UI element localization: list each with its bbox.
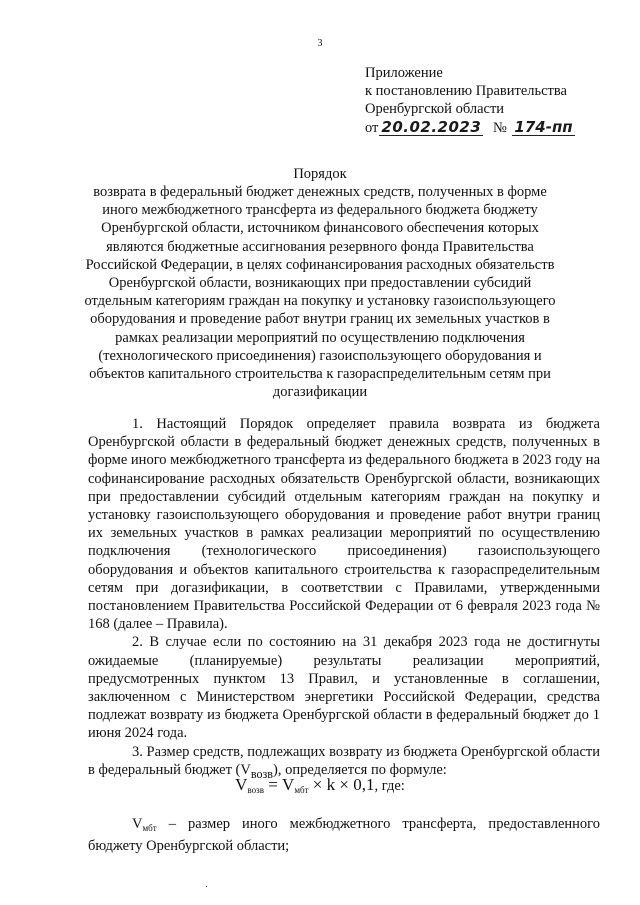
paragraph-3: 3. Размер средств, подлежащих возврату из бюджета Оренбургской области в федеральный бюджет $(V_{возв})$, определяется по формуле: [88, 743, 600, 781]
document-subtitle: возврата в федеральный бюджет денежных средств, полученных в форме иного межбюджетного трансферта из федерального бюджета бюджету Оренбургской области, источником финансового обеспечения которых являются бюджетные ассигнования резервного фонда Правительства Российской Федерации, в целях софинансирования расходных обязательств Оренбургской области, возникающих при предоставлении субсидий отдельным категориям граждан на покупку и установку газоиспользующего оборудования и проведение работ внутри границ их земельных участков в рамках реализации мероприятий по осуществлению подключения (технологического присоединения) газоиспользующего оборудования и объектов капитального строительства к газораспределительным сетям при догазификации [84, 184, 556, 401]
page-number: 3 [317, 38, 323, 49]
appendix-line-3: Оренбургской области [365, 101, 505, 117]
paragraph-1: 1. Настоящий Порядок определяет правила возврата из бюджета Оренбургской области в федеральный бюджет денежных средств, полученных в форме иного межбюджетного трансферта из федерального бюджета в 2023 году на софинансирование расходных обязательств Оренбургской области, возникающих при предоставлении субсидий отдельным категориям граждан на покупку и установку газоиспользующего оборудования и проведение работ внутри границ их земельных участков в рамках реализации мероприятий по осуществлению подключения (технологического присоединения) газоиспользующего оборудования и объектов капитального строительства к газораспределительным сетям при догазификации, в соответствии с Правилами, утвержденными постановлением Правительства Российской Федерации от 6 февраля 2023 года № 168 (далее – Правила). [88, 416, 600, 633]
definitions [88, 815, 600, 855]
formula: $V_{возв} = V_{мбт} \times k \times 0,1$, где: [235, 775, 405, 795]
handwritten-number: 174-пп [514, 118, 573, 136]
document-body [88, 415, 600, 783]
document-title: Порядок [293, 166, 347, 182]
appendix-line-1: Приложение [365, 65, 443, 81]
handwritten-date: 20.02.2023 [381, 118, 482, 136]
paragraph-2: 2. В случае если по состоянию на 31 декабря 2023 года не достигнуты ожидаемые (планируемые) результаты реализации мероприятий, предусмотренных пунктом 13 Правил, и установленные в соглашении, заключенном с Министерством энергетики Российской Федерации, средства подлежат возврату из бюджета Оренбургской области в федеральный бюджет до 1 июня 2024 года. [88, 634, 600, 742]
appendix-block [365, 64, 635, 137]
scan-speck [206, 886, 207, 887]
definition-vmbt: $V_{мбт}$ – размер иного межбюджетного трансферта, предоставленного бюджету Оренбургской области; [88, 816, 600, 855]
date-prefix: от [365, 120, 379, 136]
appendix-date-line [365, 119, 635, 137]
appendix-line-2: к постановлению Правительства [365, 83, 567, 99]
number-sign: № [492, 120, 507, 136]
